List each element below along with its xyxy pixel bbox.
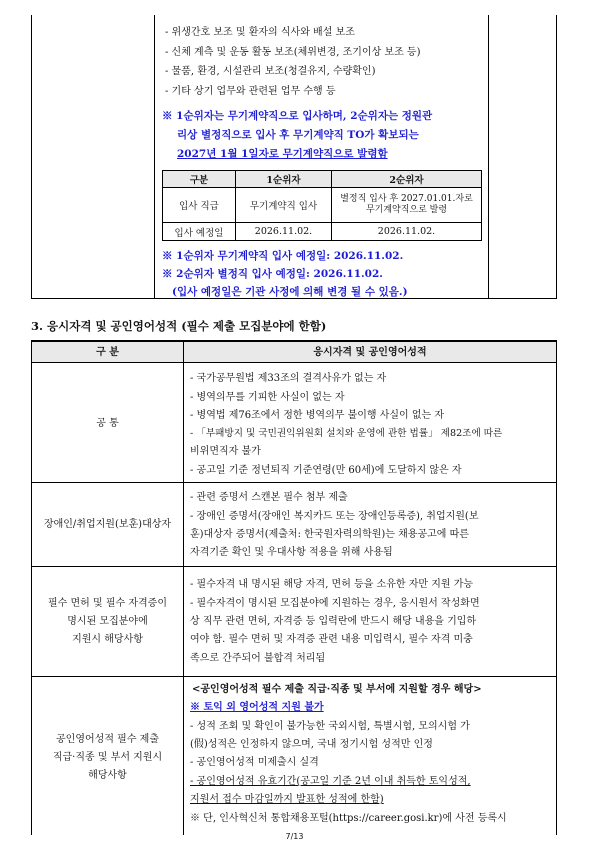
row-line: - 필수자격이 명시된 모집분야에 지원하는 경우, 응시원서 작성화면: [190, 598, 480, 609]
date-line: (입사 예정일은 기관 사정에 의해 변경 될 수 있음.): [172, 286, 408, 298]
row-line: 자격기준 확인 및 우대사항 적용을 위해 사용됨: [190, 547, 393, 558]
row-line: - 병역의무를 기피한 사실이 없는 자: [190, 392, 345, 403]
notice-line: 리상 별정직으로 입사 후 무기계약직 TO가 확보되는: [177, 129, 419, 141]
row-line: - 관련 증명서 스캔본 필수 첨부 제출: [190, 492, 348, 503]
qual-table-header-right: 응시자격 및 공인영어성적: [313, 347, 427, 358]
rank-table-cell: 무기계약직 입사: [236, 188, 332, 223]
row-label-english: 직급·직종 및 부서 지원시: [52, 752, 163, 763]
top-box-right-border: [556, 15, 557, 298]
english-heading: <공인영어성적 필수 제출 직급·직종 및 부서에 지원할 경우 해당>: [192, 684, 482, 695]
row-line: 비위면직자 불가: [190, 446, 261, 457]
duty-item: - 기타 상기 업무와 관련된 업무 수행 등: [165, 86, 336, 97]
rank-table: [162, 170, 482, 241]
rank-table-cell-line: 무기계약직으로 발령: [365, 205, 448, 215]
row-label-common: 공 통: [96, 418, 119, 429]
english-subheading: ※ 토익 외 영어성적 지원 불가: [190, 702, 324, 713]
rank-table-header: 1순위자: [236, 171, 332, 188]
qual-table-right-border: [556, 340, 557, 835]
duty-item: - 위생간호 보조 및 환자의 식사와 배설 보조: [165, 27, 355, 38]
row-line: 지원서 접수 마감일까지 발표한 성적에 한함): [190, 794, 384, 805]
notice-line: 2027년 1월 1일자로 무기계약직으로 발령함: [177, 148, 388, 160]
row-line: 여야 함. 필수 면허 및 자격증 관련 내용 미입력시, 필수 자격 미충: [190, 634, 473, 645]
row-line: - 「부패방지 및 국민권익위원회 설치와 운영에 관한 법률」 제82조에 따른: [190, 428, 503, 439]
duty-item: - 신체 계측 및 운동 활동 보조(체위변경, 조기이상 보조 등): [165, 47, 421, 58]
rank-table-header: 구분: [163, 171, 236, 188]
row-divider: [31, 676, 557, 677]
qual-table-column-divider: [183, 342, 184, 835]
row-line: - 공인영어성적 미제출시 실격: [190, 757, 319, 768]
rank-table-cell: [332, 188, 482, 223]
section-title: 3. 응시자격 및 공인영어성적 (필수 제출 모집분야에 한함): [31, 319, 327, 333]
rank-table-header: 2순위자: [332, 171, 482, 188]
top-box-left-border: [31, 15, 32, 298]
page-number: 7/13: [285, 832, 304, 841]
rank-table-cell: 입사 예정일: [163, 223, 236, 241]
date-line: ※ 2순위자 별정직 입사 예정일: 2026.11.02.: [162, 268, 383, 280]
rank-table-cell: 입사 직급: [163, 188, 236, 223]
row-label-license: 명시된 모집분야에: [67, 616, 148, 627]
date-line: ※ 1순위자 무기계약직 입사 예정일: 2026.11.02.: [162, 250, 404, 262]
row-label-license: 필수 면허 및 필수 자격증이: [48, 598, 167, 609]
top-box-divider-left: [154, 15, 155, 298]
row-line: - 공고일 기준 정년퇴직 기준연령(만 60세)에 도달하지 않은 자: [190, 465, 462, 476]
row-line: - 필수자격 내 명시된 해당 자격, 면허 등을 소유한 자만 지원 가능: [190, 579, 474, 590]
rank-table-cell: 2026.11.02.: [332, 223, 482, 241]
row-line: - 성적 조회 및 확인이 불가능한 국외시험, 특별시험, 모의시험 가: [190, 721, 470, 732]
row-label-license: 지원시 해당사항: [72, 634, 143, 645]
rank-table-cell: 2026.11.02.: [236, 223, 332, 241]
row-line: (假)성적은 인정하지 않으며, 국내 정기시험 성적만 인정: [190, 739, 433, 750]
row-line: ※ 단, 인사혁신처 통합채용포털(https://career.gosi.kr)에 사전 등록시: [190, 813, 507, 824]
qual-table-header-left: 구 분: [96, 347, 119, 358]
row-line: - 장애인 증명서(장애인 복지카드 또는 장애인등록증), 취업지원(보: [190, 511, 479, 522]
top-box-divider-right: [488, 15, 489, 298]
row-line: - 공인영어성적 유효기간(공고일 기준 2년 이내 취득한 토익성적,: [190, 776, 471, 787]
row-line: 훈)대상자 증명서(제출처: 한국원자력의학원)는 채용공고에 따른: [190, 529, 469, 540]
rank-table-cell-line: 별정직 입사 후 2027.01.01.자로: [340, 194, 473, 204]
row-label-disability: 장애인/취업지원(보훈)대상자: [43, 519, 172, 530]
row-label-english: 공인영어성적 필수 제출: [56, 734, 159, 745]
row-divider: [31, 482, 557, 483]
row-line: - 국가공무원법 제33조의 결격사유가 없는 자: [190, 373, 387, 384]
duty-item: - 물품, 환경, 시설관리 보조(청결유지, 수량확인): [165, 66, 376, 77]
row-line: 족으로 간주되어 불합격 처리됨: [190, 653, 326, 664]
row-line: - 병역법 제76조에서 정한 병역의무 불이행 사실이 없는 자: [190, 410, 445, 421]
row-divider: [31, 566, 557, 567]
notice-line: ※ 1순위자는 무기계약직으로 입사하며, 2순위자는 정원관: [162, 110, 433, 122]
row-label-english: 해당사항: [88, 770, 127, 781]
row-line: 상 직무 관련 면허, 자격증 등 입력란에 반드시 해당 내용을 기입하: [190, 616, 477, 627]
qual-table-header-underline: [31, 362, 557, 363]
